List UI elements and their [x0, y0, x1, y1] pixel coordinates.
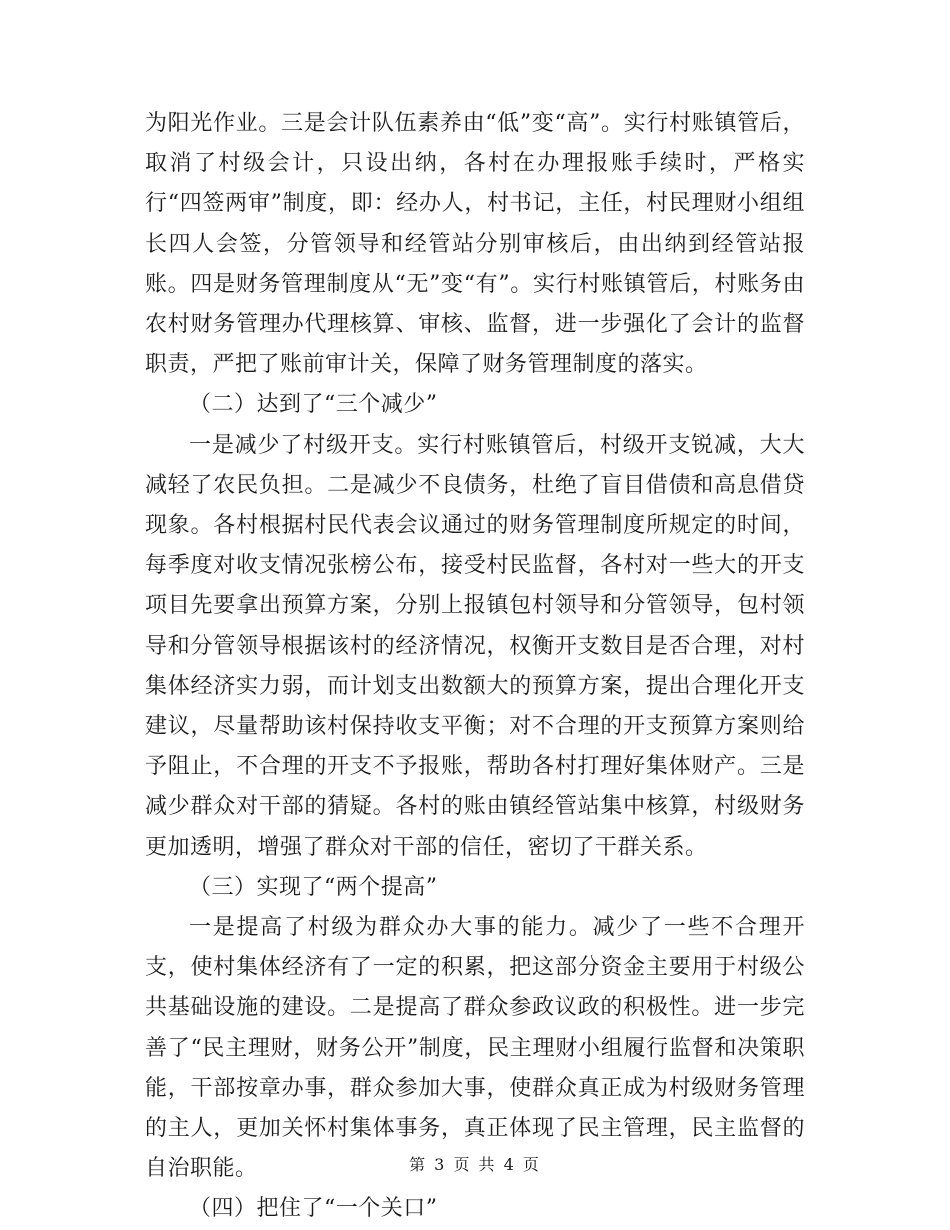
section-heading: （四）把住了“一个关口” — [189, 1196, 438, 1222]
page-number-footer: 第 3 页 共 4 页 — [409, 1155, 541, 1174]
document-body — [145, 104, 805, 1230]
body-paragraph: 一是提高了村级为群众办大事的能力。减少了一些不合理开支，使村集体经济有了一定的积累，把这部分资金主要用于村级公共基础设施的建设。二是提高了群众参政议政的积极性。进一步完善了“民主理财，财务公开”制度，民主理财小组履行监督和决策职能，干部按章办事，群众参加大事，使群众真正成为村级财务管理的主人，更加关怀村集体事务，真正体现了民主管理，民主监督的自治职能。 — [145, 915, 805, 1182]
body-paragraph: 一是减少了村级开支。实行村账镇管后，村级开支锐减，大大减轻了农民负担。二是减少不良债务，杜绝了盲目借债和高息借贷现象。各村根据村民代表会议通过的财务管理制度所规定的时间，每季度对收支情况张榜公布，接受村民监督，各村对一些大的开支项目先要拿出预算方案，分别上报镇包村领导和分管领导，包村领导和分管领导根据该村的经济情况，权衡开支数目是否合理，对村集体经济实力弱，而计划支出数额大的预算方案，提出合理化开支建议，尽量帮助该村保持收支平衡；对不合理的开支预算方案则给予阻止，不合理的开支不予报账，帮助各村打理好集体财产。三是减少群众对干部的猜疑。各村的账由镇经管站集中核算，村级财务更加透明，增强了群众对干部的信任，密切了干群关系。 — [145, 432, 805, 860]
section-heading: （三）实现了“两个提高” — [189, 874, 438, 900]
section-heading: （二）达到了“三个减少” — [189, 392, 438, 418]
body-paragraph: 为阳光作业。三是会计队伍素养由“低”变“高”。实行村账镇管后，取消了村级会计，只设出纳，各村在办理报账手续时，严格实行“四签两审”制度，即：经办人，村书记，主任，村民理财小组组长四人会签，分管领导和经管站分别审核后，由出纳到经管站报账。四是财务管理制度从“无”变“有”。实行村账镇管后，村账务由农村财务管理办代理核算、审核、监督，进一步强化了会计的监督职责，严把了账前审计关，保障了财务管理制度的落实。 — [145, 111, 805, 378]
